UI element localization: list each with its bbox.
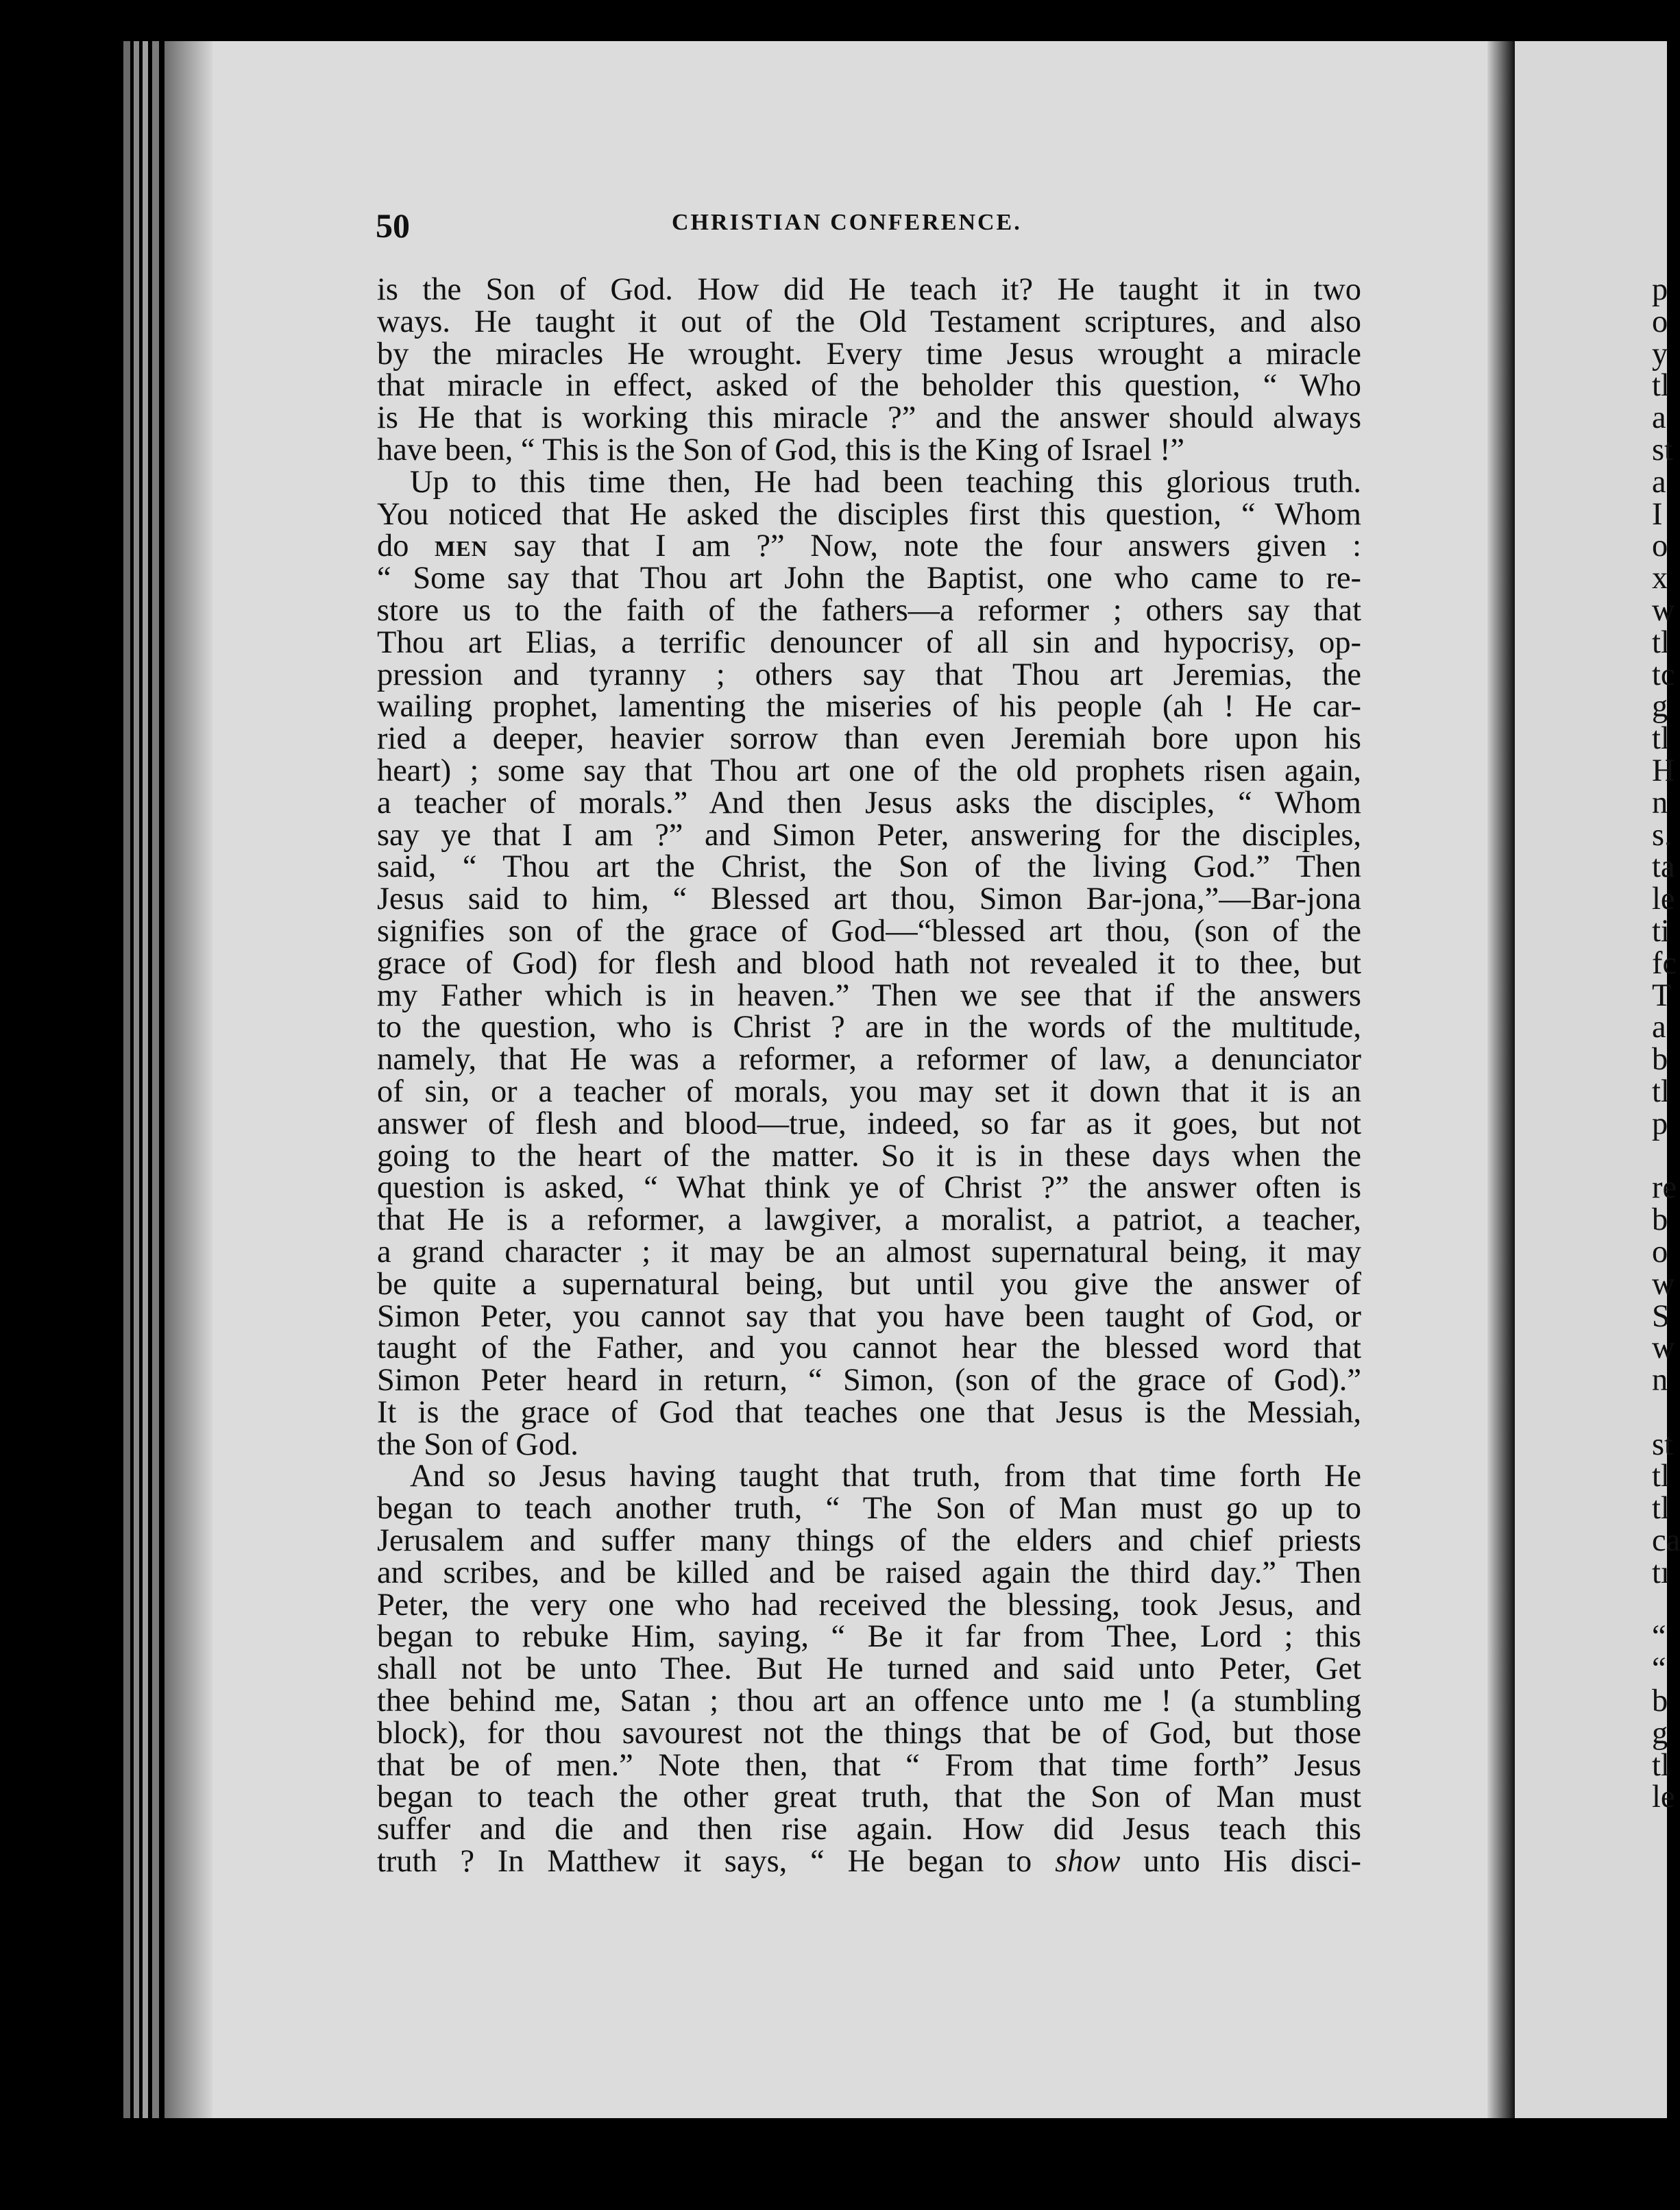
right-page-fragment: “ (1652, 1651, 1666, 1687)
right-page-fragment: “ (1652, 1619, 1666, 1655)
binding-shadow (165, 41, 212, 2118)
text-line: the Son of God. (377, 1426, 579, 1462)
right-page-fragment: g (1652, 1715, 1668, 1751)
right-page-fragment: st (1652, 432, 1673, 467)
right-page-fragment: st (1652, 1426, 1673, 1462)
text-line: said, “ Thou art the Christ, the Son of the living God.” Then (377, 849, 1361, 885)
text-line: block), for thou savourest not the things that be of God, but those (377, 1715, 1361, 1751)
scan-bottom-border (0, 2118, 1667, 2210)
right-page-fragment: w (1652, 1331, 1675, 1366)
text-line: Simon Peter heard in return, “ Simon, (son of the grace of God).” (377, 1363, 1361, 1398)
text-line: Jesus said to him, “ Blessed art thou, Simon Bar-jona,”—Bar-jona (377, 882, 1361, 917)
right-page-fragment: a (1652, 1010, 1666, 1045)
text-line (377, 1846, 1361, 1878)
right-page-fragment: p (1652, 272, 1668, 307)
text-line: And so Jesus having taught that truth, from that time forth He (410, 1459, 1361, 1494)
text-line: Peter, the very one who had received the blessing, took Jesus, and (377, 1587, 1361, 1623)
right-page-fragment: tl (1652, 1747, 1670, 1783)
text-line: Thou art Elias, a terrific denouncer of all sin and hypocrisy, op- (377, 624, 1361, 660)
right-page-fragment: S (1652, 1298, 1670, 1334)
right-page-text-fragments (1652, 272, 1680, 1815)
right-page-fragment: o (1652, 304, 1668, 339)
right-page-fragment: ca (1652, 1523, 1680, 1559)
right-page-fragment: le (1652, 1780, 1675, 1815)
text-line: answer of flesh and blood—true, indeed, so far as it goes, but not (377, 1106, 1361, 1141)
text-line: that miracle in effect, asked of the beholder this question, “ Who (377, 368, 1361, 404)
right-page-fragment: g (1652, 689, 1668, 725)
text-line: Jerusalem and suffer many things of the elders and chief priests (377, 1523, 1361, 1559)
small-caps-word: men (435, 529, 488, 564)
text-line-segment: say that I am ?” Now, note the four answers given : (487, 529, 1361, 564)
right-page-fragment: tl (1652, 368, 1670, 404)
page-edge (123, 41, 130, 2118)
text-line: namely, that He was a reformer, a reformer of law, a denunciator (377, 1042, 1361, 1078)
text-line: taught of the Father, and you cannot hear the blessed word that (377, 1331, 1361, 1366)
text-line: have been, “ This is the Son of God, this is the King of Israel !” (377, 432, 1185, 467)
right-page-fragment: b (1652, 1684, 1668, 1719)
text-line: and scribes, and be killed and be raised again the third day.” Then (377, 1555, 1361, 1590)
text-line: pression and tyranny ; others say that Thou art Jeremias, the (377, 657, 1361, 692)
right-page-fragment: tl (1652, 1073, 1670, 1109)
right-page-fragment: n (1652, 1363, 1668, 1398)
right-page-fragment: b (1652, 1042, 1668, 1078)
text-line: thee behind me, Satan ; thou art an offence unto me ! (a stumbling (377, 1684, 1361, 1719)
right-page-fragment: n (1652, 785, 1668, 821)
right-page-fragment: w (1652, 1266, 1675, 1302)
text-line: a grand character ; it may be an almost supernatural being, it may (377, 1234, 1361, 1270)
right-page-fragment: ti (1652, 913, 1670, 949)
text-line: “ Some say that Thou art John the Baptist, one who came to re- (377, 561, 1361, 596)
text-line: It is the grace of God that teaches one that Jesus is the Messiah, (377, 1394, 1361, 1430)
right-page-fragment (1652, 1590, 1667, 1622)
page-edge (143, 41, 148, 2118)
page-edge (134, 41, 139, 2118)
text-line: is the Son of God. How did He teach it? He taught it in two (377, 272, 1361, 307)
text-line: wailing prophet, lamenting the miseries of his people (ah ! He car- (377, 689, 1361, 725)
right-page-fragment: tl (1652, 721, 1670, 757)
text-line: that He is a reformer, a lawgiver, a moralist, a patriot, a teacher, (377, 1202, 1361, 1238)
right-page-fragment: a (1652, 464, 1666, 500)
text-line: shall not be unto Thee. But He turned and said unto Peter, Get (377, 1651, 1361, 1687)
right-page-fragment: tl (1652, 1491, 1670, 1527)
right-page-fragment: b (1652, 1202, 1668, 1238)
right-page-fragment: tı (1652, 1555, 1670, 1590)
italic-word: show (1055, 1844, 1121, 1880)
text-line-segment: unto His disci- (1120, 1844, 1361, 1880)
right-page-fragment: tl (1652, 1459, 1670, 1494)
text-line: by the miracles He wrought. Every time Jesus wrought a miracle (377, 336, 1361, 372)
running-head: CHRISTIAN CONFERENCE. (672, 210, 1022, 235)
right-page-fragment: H (1652, 753, 1675, 788)
right-page-fragment (1652, 1397, 1667, 1429)
page-number: 50 (376, 206, 410, 245)
right-page (1515, 41, 1680, 2118)
text-line: Simon Peter, you cannot say that you have been taught of God, or (377, 1298, 1361, 1334)
right-page-fragment: o (1652, 1234, 1668, 1270)
right-page-fragment: w (1652, 592, 1675, 628)
text-line: going to the heart of the matter. So it is in these days when the (377, 1138, 1361, 1174)
right-page-fragment: fc (1652, 945, 1677, 981)
text-line: is He that is working this miracle ?” and the answer should always (377, 400, 1361, 436)
right-page-fragment: re (1652, 1170, 1677, 1206)
text-line (377, 531, 1361, 563)
text-line: to the question, who is Christ ? are in the words of the multitude, (377, 1010, 1361, 1045)
right-page-fragment: p (1652, 1106, 1668, 1141)
text-line: Up to this time then, He had been teaching this glorious truth. (410, 464, 1361, 500)
text-line-segment: do (377, 529, 435, 564)
body-text (377, 274, 1361, 1878)
right-page-fragment: y (1652, 336, 1668, 372)
right-page-fragment: o (1652, 529, 1668, 564)
text-line: be quite a supernatural being, but until you give the answer of (377, 1266, 1361, 1302)
text-line: suffer and die and then rise again. How did Jesus teach this (377, 1812, 1361, 1847)
text-line: heart) ; some say that Thou art one of the old prophets risen again, (377, 753, 1361, 788)
page-edge (152, 41, 159, 2118)
right-page-fragment: s. (1652, 817, 1672, 853)
right-page-fragment: le (1652, 882, 1675, 917)
text-line: ways. He taught it out of the Old Testament scriptures, and also (377, 304, 1361, 339)
text-line: say ye that I am ?” and Simon Peter, answering for the disciples, (377, 817, 1361, 853)
text-line: that be of men.” Note then, that “ From that time forth” Jesus (377, 1747, 1361, 1783)
text-line: a teacher of morals.” And then Jesus asks the disciples, “ Whom (377, 785, 1361, 821)
text-line: You noticed that He asked the disciples first this question, “ Whom (377, 496, 1361, 532)
right-page-fragment: I (1652, 496, 1663, 532)
right-page-fragment (1652, 1141, 1667, 1173)
text-line: began to teach the other great truth, that the Son of Man must (377, 1780, 1361, 1815)
book-gutter (1487, 41, 1515, 2118)
text-line: question is asked, “ What think ye of Christ ?” the answer often is (377, 1170, 1361, 1206)
text-line: began to rebuke Him, saying, “ Be it far from Thee, Lord ; this (377, 1619, 1361, 1655)
right-page-fragment: tl (1652, 624, 1670, 660)
text-line: store us to the faith of the fathers—a reformer ; others say that (377, 592, 1361, 628)
right-page-fragment: a (1652, 400, 1666, 436)
text-line: of sin, or a teacher of morals, you may set it down that it is an (377, 1073, 1361, 1109)
right-page-fragment: ta (1652, 849, 1675, 885)
text-line: my Father which is in heaven.” Then we see that if the answers (377, 977, 1361, 1013)
right-page-fragment: x (1652, 561, 1668, 596)
text-line-segment: truth ? In Matthew it says, “ He began to (377, 1844, 1056, 1880)
text-line: ried a deeper, heavier sorrow than even Jeremiah bore upon his (377, 721, 1361, 757)
text-line: signifies son of the grace of God—“blessed art thou, (son of the (377, 913, 1361, 949)
right-page-fragment: tc (1652, 657, 1675, 692)
text-line: began to teach another truth, “ The Son of Man must go up to (377, 1491, 1361, 1527)
text-line: grace of God) for flesh and blood hath not revealed it to thee, but (377, 945, 1361, 981)
right-page-fragment: T (1652, 977, 1672, 1013)
